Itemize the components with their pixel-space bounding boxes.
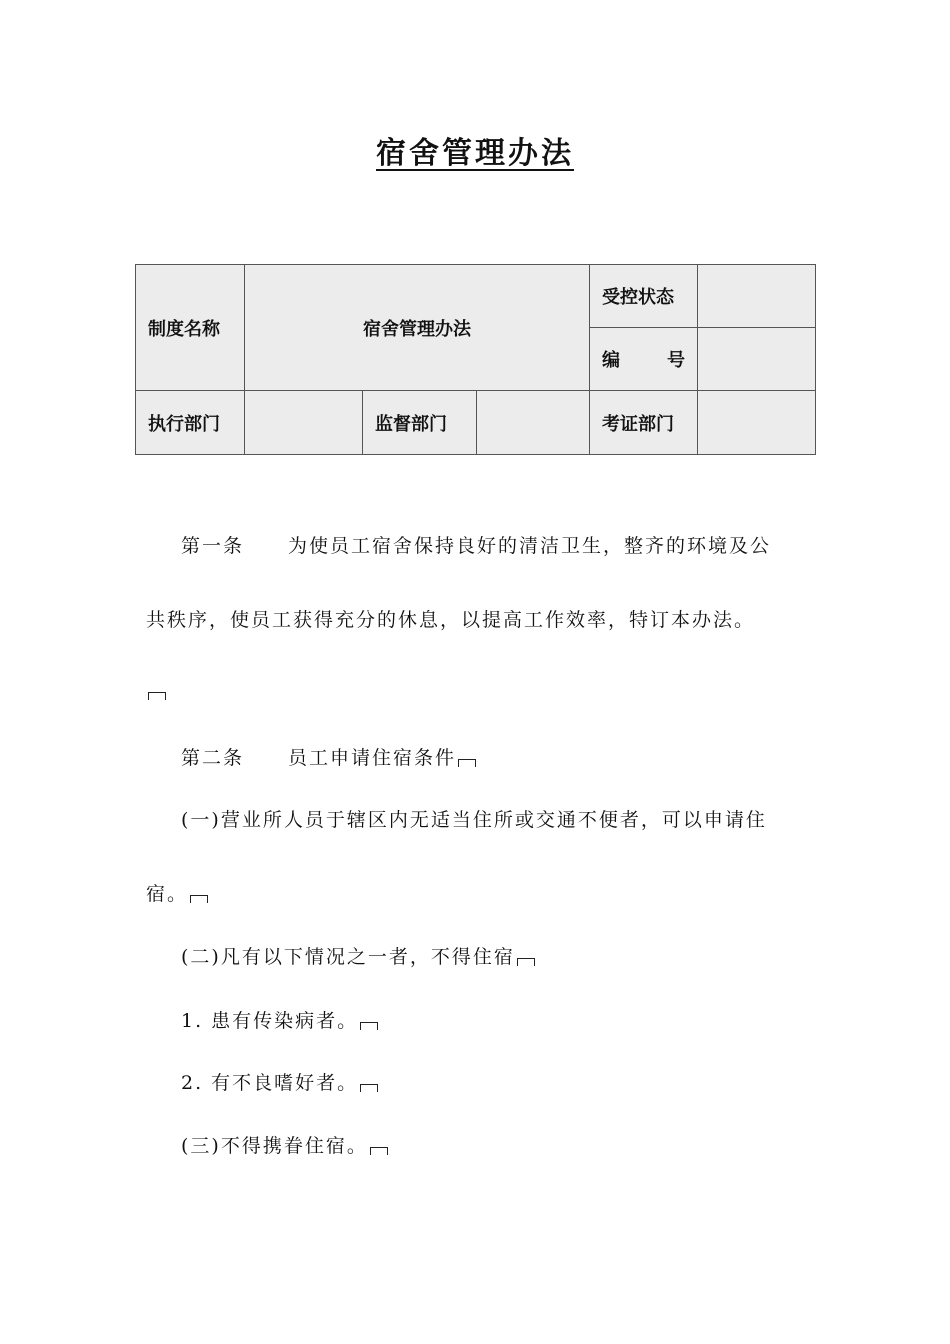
policy-info-table: [135, 264, 816, 455]
control-status-value: [698, 265, 816, 328]
sub-item-1-line: [181, 1006, 378, 1033]
article-1-line-2: [146, 605, 755, 632]
paragraph-mark-icon: [360, 1084, 378, 1092]
sub-item-2-line: [181, 1068, 378, 1095]
item-3-line: [181, 1131, 388, 1158]
article-1-line-1: [181, 531, 771, 558]
policy-name-label: 制度名称: [136, 265, 245, 391]
item-1-line-1: [181, 805, 767, 832]
sub-item-2-text: 2. 有不良嗜好者。: [181, 1072, 359, 1094]
paragraph-mark-icon: [370, 1147, 388, 1155]
item-3-text: (三)不得携眷住宿。: [181, 1135, 368, 1157]
control-status-label: 受控状态: [590, 265, 698, 328]
number-value: [698, 328, 816, 391]
item-1-line-2: [146, 879, 208, 906]
paragraph-mark-icon: [148, 692, 166, 700]
document-title: 宿舍管理办法: [376, 136, 574, 171]
item-1-text-1: (一)营业所人员于辖区内无适当住所或交通不便者，可以申请住: [181, 809, 767, 831]
exec-dept-value: [245, 391, 363, 455]
article-1-heading: 第一条: [181, 535, 245, 557]
policy-name-value: 宿舍管理办法: [245, 265, 590, 391]
verify-dept-label: 考证部门: [590, 391, 698, 455]
article-1-text-2: 共秩序，使员工获得充分的休息，以提高工作效率，特订本办法。: [146, 609, 756, 631]
paragraph-mark-icon: [458, 759, 476, 767]
article-1-text-1: 为使员工宿舍保持良好的清洁卫生，整齐的环境及公: [288, 535, 772, 557]
article-2-text: 员工申请住宿条件: [288, 747, 457, 769]
supervise-dept-label: 监督部门: [363, 391, 477, 455]
paragraph-mark-icon: [517, 958, 535, 966]
item-1-text-2: 宿。: [146, 883, 189, 905]
paragraph-mark-icon: [190, 895, 208, 903]
verify-dept-value: [698, 391, 816, 455]
article-2-heading: 第二条: [181, 747, 245, 769]
sub-item-1-text: 1. 患有传染病者。: [181, 1010, 359, 1032]
exec-dept-label: 执行部门: [136, 391, 245, 455]
article-2-line: [181, 743, 476, 770]
item-2-line: [181, 942, 535, 969]
paragraph-mark-icon: [360, 1022, 378, 1030]
item-2-text: (二)凡有以下情况之一者，不得住宿: [181, 946, 515, 968]
supervise-dept-value: [477, 391, 590, 455]
number-label: 编 号: [590, 328, 698, 391]
paragraph-mark: [146, 680, 166, 702]
